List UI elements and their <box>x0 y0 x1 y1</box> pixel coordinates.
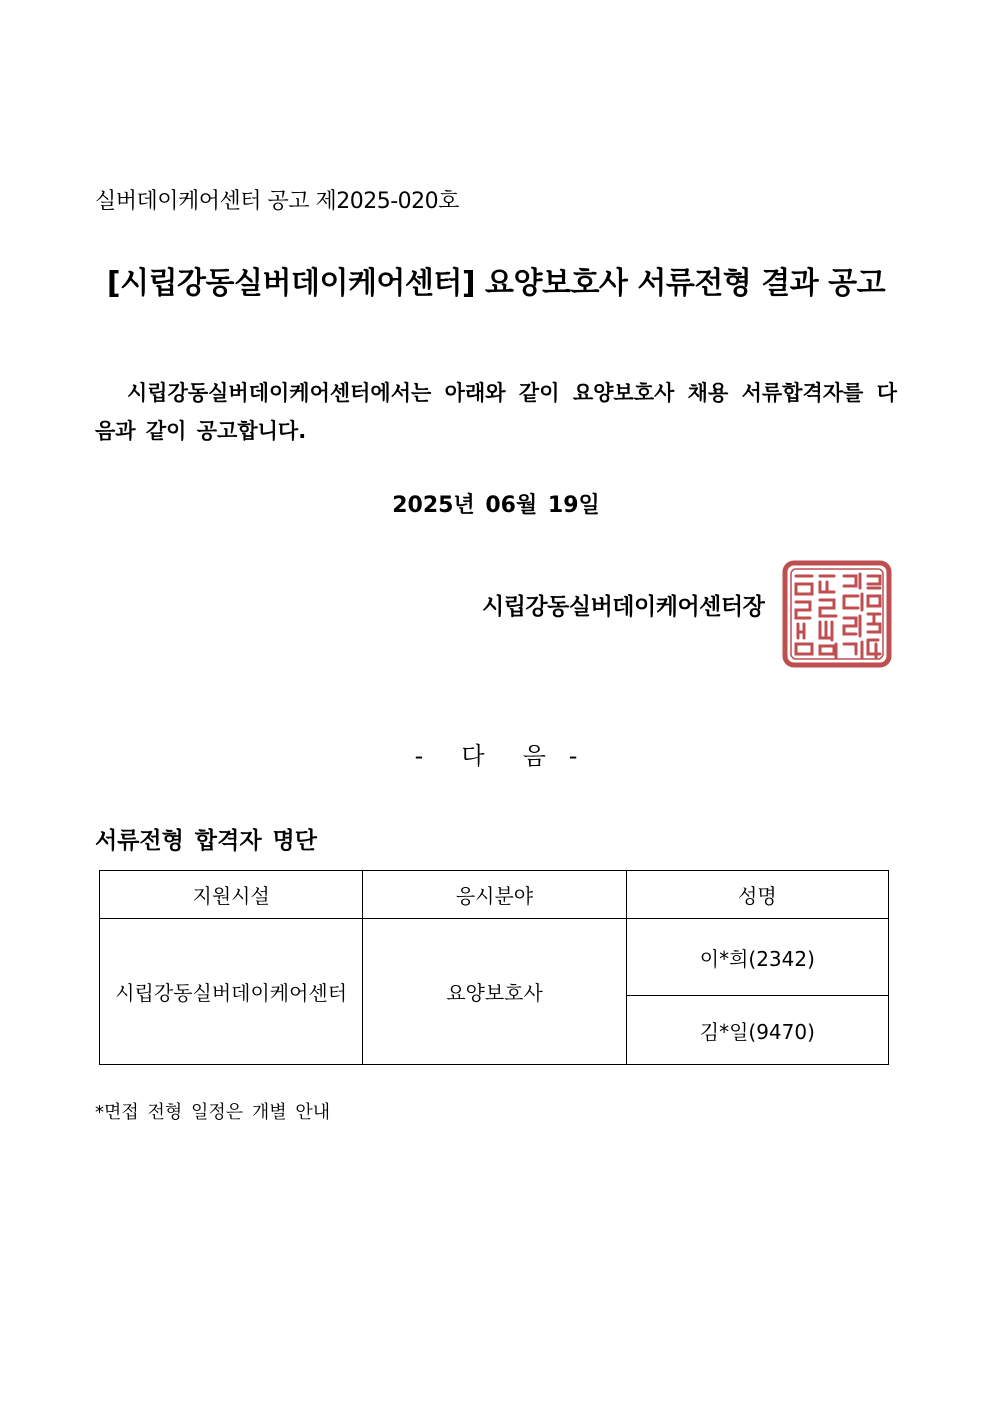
table-row <box>100 919 889 996</box>
notice-body: 시립강동실버데이케어센터에서는 아래와 같이 요양보호사 채용 서류합격자를 다음과 같이 공고합니다. <box>95 381 897 443</box>
column-header-field: 응시분야 <box>363 871 626 919</box>
following-marker: - 다 음 - <box>414 742 578 770</box>
results-table <box>99 870 889 1065</box>
results-heading: 서류전형 합격자 명단 <box>95 828 317 854</box>
field-cell: 요양보호사 <box>363 919 626 1065</box>
facility-cell: 시립강동실버데이케어센터 <box>100 919 363 1065</box>
table-header-row <box>100 871 889 919</box>
notice-title: [시립강동실버데이케어센터] 요양보호사 서류전형 결과 공고 <box>106 266 886 301</box>
notice-date: 2025년 06월 19일 <box>392 493 600 518</box>
signer-title: 시립강동실버데이케어센터장 <box>482 594 765 620</box>
official-seal-icon <box>782 560 892 668</box>
column-header-name: 성명 <box>626 871 888 919</box>
interview-footnote: *면접 전형 일정은 개별 안내 <box>95 1102 331 1123</box>
applicant-name-cell: 김*일(9470) <box>626 996 888 1065</box>
column-header-facility: 지원시설 <box>100 871 363 919</box>
applicant-name-cell: 이*희(2342) <box>626 919 888 996</box>
notice-number: 실버데이케어센터 공고 제2025-020호 <box>95 189 459 214</box>
